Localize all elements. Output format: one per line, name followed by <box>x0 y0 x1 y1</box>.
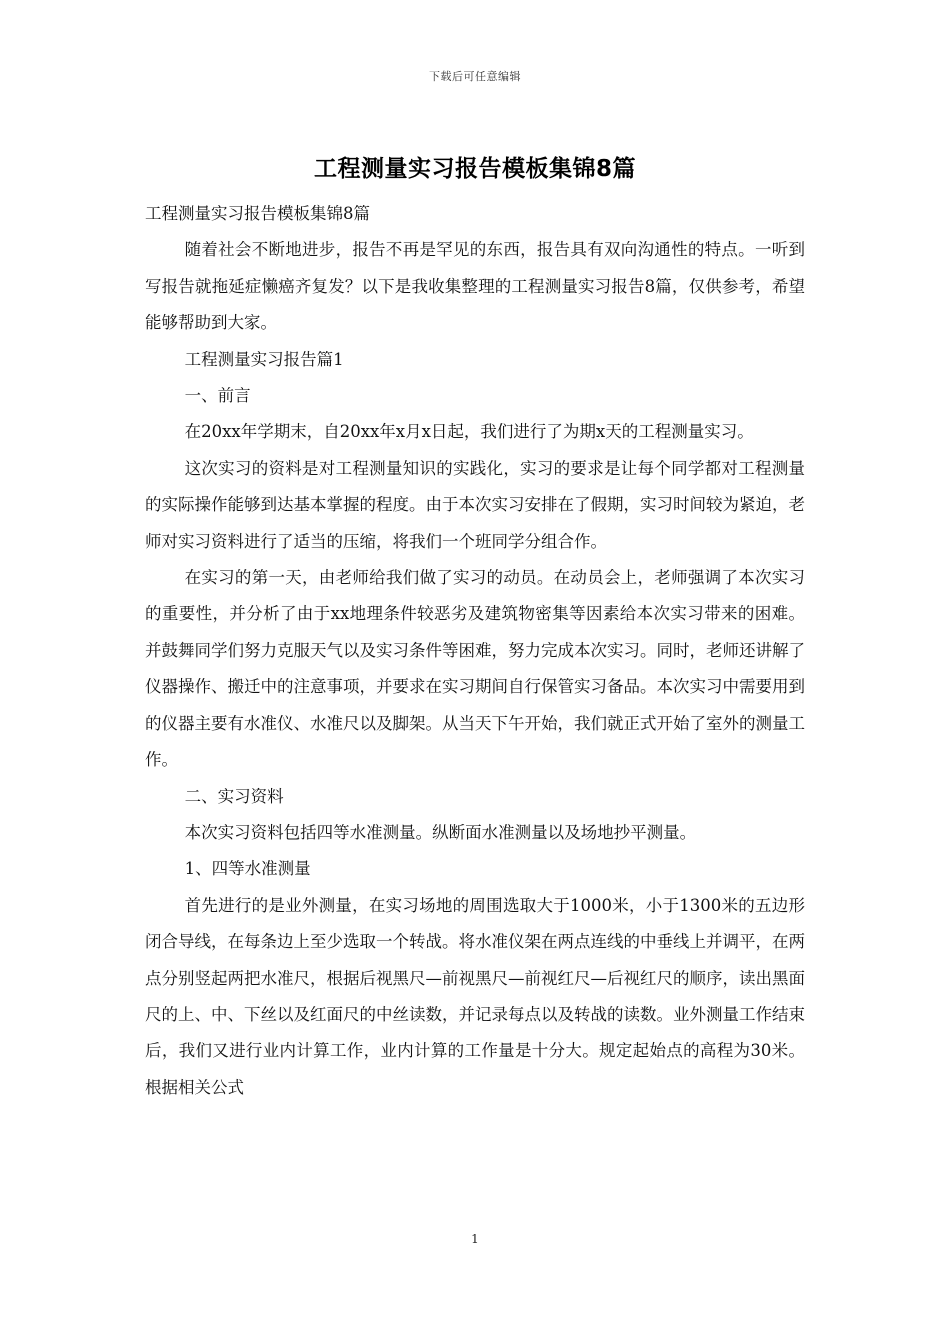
section-heading-materials: 二、实习资料 <box>184 786 284 806</box>
header-note: 下载后可任意编辑 <box>429 70 521 83</box>
subtitle-paragraph: 工程测量实习报告模板集锦8篇 <box>145 204 370 223</box>
section-heading-report-1: 工程测量实习报告篇1 <box>184 349 344 369</box>
body-paragraph: 本次实习资料包括四等水准测量。纵断面水准测量以及场地抄平测量。 <box>184 822 697 842</box>
page-number: 1 <box>471 1232 479 1246</box>
body-paragraph: 在20xx年学期末，自20xx年x月x日起，我们进行了为期x天的工程测量实习。 <box>184 422 754 442</box>
document-body <box>145 196 805 1106</box>
body-paragraph: 在实习的第一天，由老师给我们做了实习的动员。在动员会上，老师强调了本次实习的重要性，并分析了由于xx地理条件较恶劣及建筑物密集等因素给本次实习带来的困难。并鼓舞同学们努力克服天气以及实习条件等困难，努力完成本次实习。同时，老师还讲解了仪器操作、搬迁中的注意事项，并要求在实习期间自行保管实习备品。本次实习中需要用到的仪器主要有水准仪、水准尺以及脚架。从当天下午开始，我们就正式开始了室外的测量工作。 <box>145 568 805 770</box>
body-paragraph: 首先进行的是业外测量，在实习场地的周围选取大于1000米，小于1300米的五边形闭合导线，在每条边上至少选取一个转战。将水准仪架在两点连线的中垂线上并调平，在两点分别竖起两把水准尺，根据后视黑尺—前视黑尺—前视红尺—后视红尺的顺序，读出黑面尺的上、中、下丝以及红面尺的中丝读数，并记录每点以及转战的读数。业外测量工作结束后，我们又进行业内计算工作，业内计算的工作量是十分大。规定起始点的高程为30米。根据相关公式 <box>145 895 805 1097</box>
section-heading-preface: 一、前言 <box>184 386 251 406</box>
body-paragraph: 这次实习的资料是对工程测量知识的实践化，实习的要求是让每个同学都对工程测量的实际操作能够到达基本掌握的程度。由于本次实习安排在了假期，实习时间较为紧迫，老师对实习资料进行了适当的压缩，将我们一个班同学分组合作。 <box>145 458 805 551</box>
subsection-heading-leveling: 1、四等水准测量 <box>184 859 311 879</box>
intro-paragraph: 随着社会不断地进步，报告不再是罕见的东西，报告具有双向沟通性的特点。一听到写报告就拖延症懒癌齐复发？以下是我收集整理的工程测量实习报告8篇，仅供参考，希望能够帮助到大家。 <box>145 240 805 333</box>
document-title: 工程测量实习报告模板集锦8篇 <box>313 156 636 182</box>
